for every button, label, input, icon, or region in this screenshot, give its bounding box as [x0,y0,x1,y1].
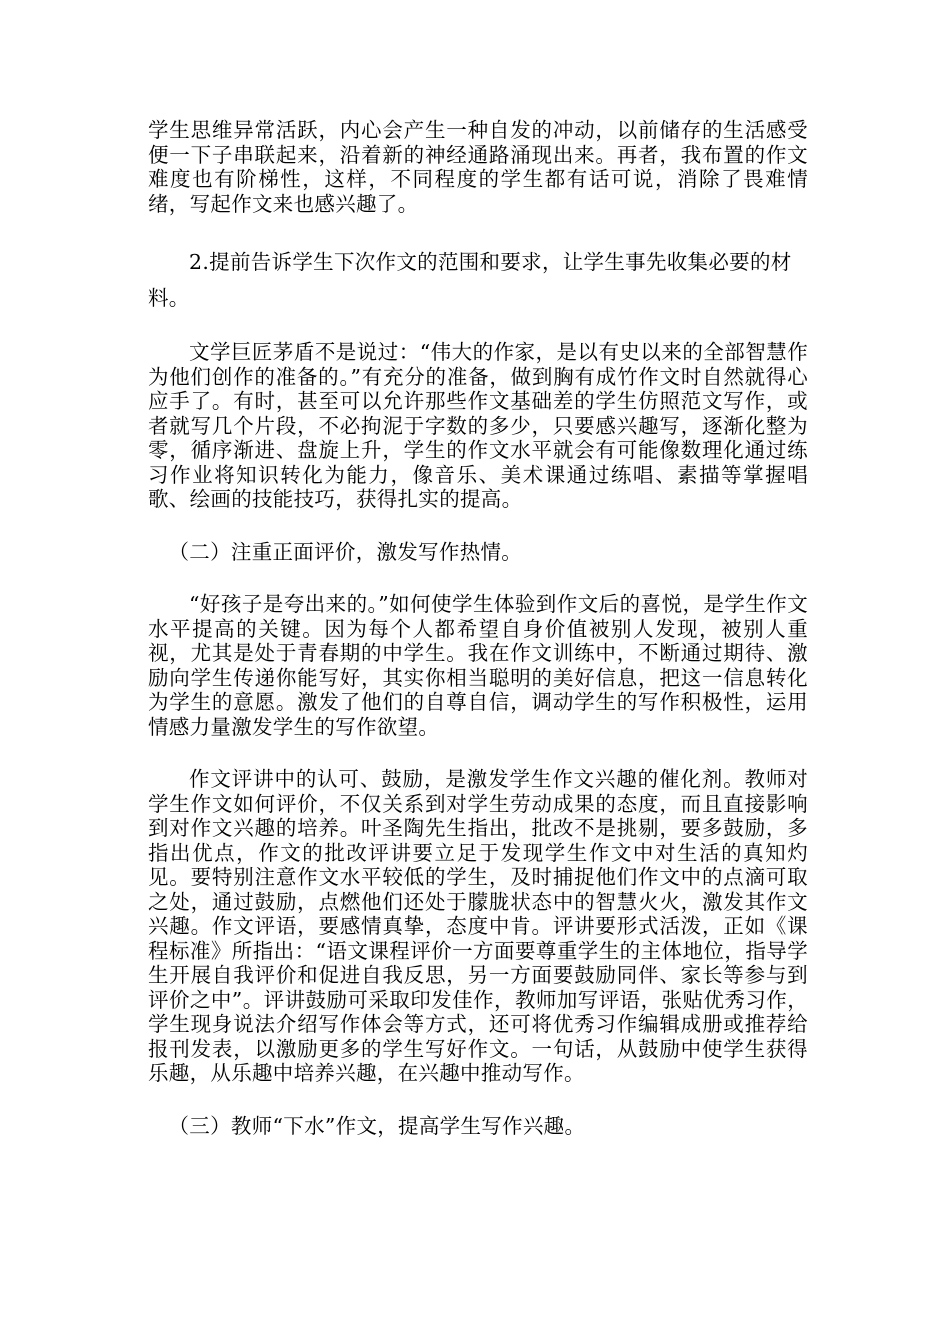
paragraph-mao-dun: 文学巨匠茅盾不是说过：“伟大的作家，是以有史以来的全部智慧作为他们创作的准备的。”有充分的准备，做到胸有成竹作文时自然就得心应手了。有时，甚至可以允许那些作文基础差的学生仿照范文写作，或者就写几个片段，不必拘泥于字数的多少，只要感兴趣写，逐渐化整为零，循序渐进、盘旋上升，学生的作文水平就会有可能像数理化通过练习作业将知识转化为能力，像音乐、美术课通过练唱、素描等掌握唱歌、绘画的技能技巧，获得扎实的提高。 [148,340,808,511]
section-heading-3: （三）教师“下水”作文，提高学生写作兴趣。 [168,1113,586,1138]
section-heading-2: （二）注重正面评价，激发写作热情。 [168,539,523,564]
numbered-point-2: 2.提前告诉学生下次作文的范围和要求，让学生事先收集必要的材料。 [148,250,792,310]
paragraph-evaluation: 作文评讲中的认可、鼓励，是激发学生作文兴趣的催化剂。教师对学生作文如何评价，不仅关系到对学生劳动成果的态度，而且直接影响到对作文兴趣的培养。叶圣陶先生指出，批改不是挑剔，要多鼓励，多指出优点，作文的批改评讲要立足于发现学生作文中对生活的真知灼见。要特别注意作文水平较低的学生，及时捕捉他们作文中的点滴可取之处，通过鼓励，点燃他们还处于朦胧状态中的智慧火火，激发其作文兴趣。作文评语，要感情真挚，态度中肯。评讲要形式活泼，正如《课程标准》所指出：“语文课程评价一方面要尊重学生的主体地位，指导学生开展自我评价和促进自我反思，另一方面要鼓励同伴、家长等参与到评价之中”。评讲鼓励可采取印发佳作，教师加写评语，张贴优秀习作，学生现身说法介绍写作体会等方式，还可将优秀习作编辑成册或推荐给报刊发表，以激励更多的学生写好作文。一句话，从鼓励中使学生获得乐趣，从乐趣中培养兴趣，在兴趣中推动写作。 [148,767,808,1085]
paragraph-praise: “好孩子是夸出来的。”如何使学生体验到作文后的喜悦，是学生作文水平提高的关键。因为每个人都希望自身价值被别人发现，被别人重视，尤其是处于青春期的中学生。我在作文训练中，不断通过期待、激励向学生传递你能写好，其实你相当聪明的美好信息，把这一信息转化为学生的意愿。激发了他们的自尊自信，调动学生的写作积极性，运用情感力量激发学生的写作欲望。 [148,592,808,739]
paragraph-continuation: 学生思维异常活跃，内心会产生一种自发的冲动，以前储存的生活感受便一下子串联起来，沿着新的神经通路涌现出来。再者，我布置的作文难度也有阶梯性，这样，不同程度的学生都有话可说，消除了畏难情绪，写起作文来也感兴趣了。 [148,118,808,216]
document-page [148,118,808,1138]
